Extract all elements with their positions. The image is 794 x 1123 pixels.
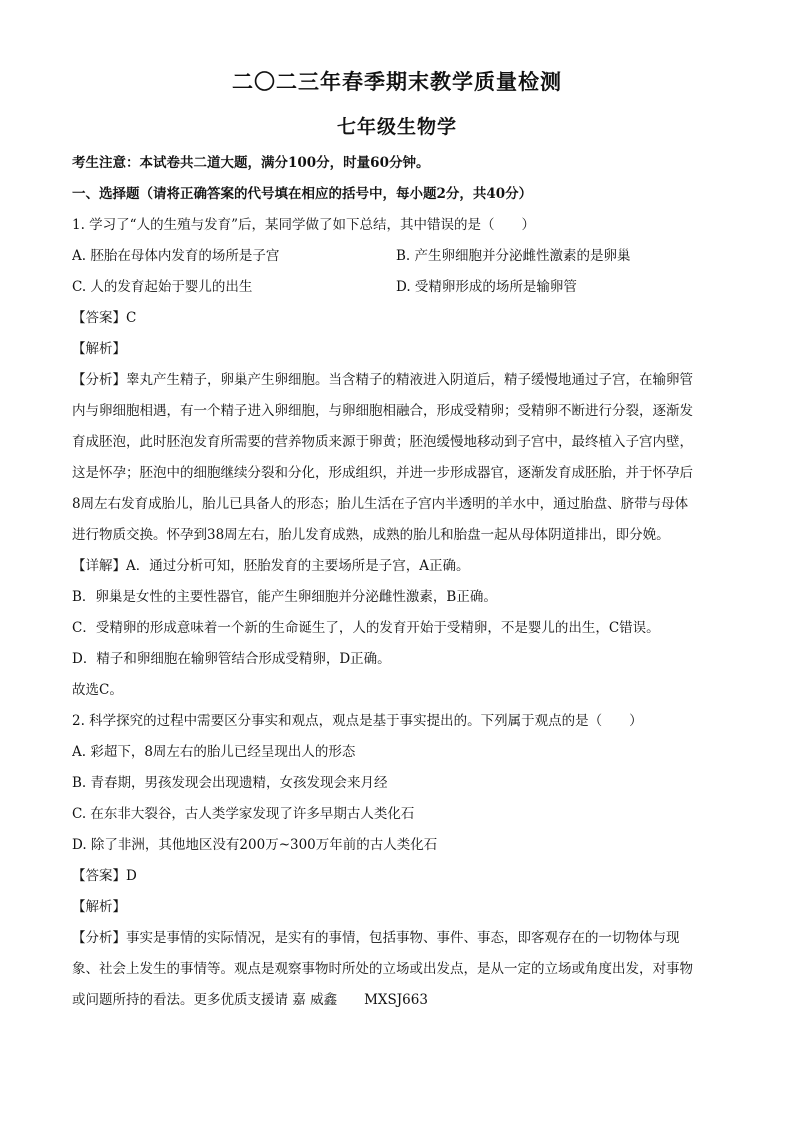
analysis-text-line: 象、社会上发生的事情等。观点是观察事物时所处的立场或出发点，是从一定的立场或角度出发，对事物: [72, 961, 693, 977]
option-b: B. 产生卵细胞并分泌雌性激素的是卵巢: [396, 248, 631, 264]
detail-line: 故选C。: [72, 682, 123, 698]
option-c: C. 在东非大裂谷，古人类学家发现了许多早期古人类化石: [72, 806, 415, 822]
detail-line: 【详解】A．通过分析可知，胚胎发育的主要场所是子宫，A正确。: [72, 558, 470, 574]
answer-line: 【答案】C: [72, 310, 137, 326]
analysis-text-line: 进行物质交换。怀孕到38周左右，胎儿发育成熟，成熟的胎儿和胎盘一起从母体阴道排出，即分娩。: [72, 527, 670, 543]
analysis-label: 【解析】: [72, 899, 126, 915]
question-1: [72, 210, 734, 706]
option-c: C. 人的发育起始于婴儿的出生: [72, 279, 253, 295]
exam-subtitle: 七年级生物学: [336, 116, 457, 138]
document-body: [72, 148, 734, 1016]
option-d: D. 受精卵形成的场所是输卵管: [396, 279, 577, 295]
section-heading: 一、选择题（请将正确答案的代号填在相应的括号中，每小题2分，共40分）: [72, 186, 533, 202]
detail-line: D．精子和卵细胞在输卵管结合形成受精卵，D正确。: [72, 651, 391, 667]
question-2: [72, 706, 734, 1016]
question-stem: 2. 科学探究的过程中需要区分事实和观点，观点是基于事实提出的。下列属于观点的是（ ）: [72, 713, 643, 729]
answer-line: 【答案】D: [72, 868, 137, 884]
exam-notice: 考生注意：本试卷共二道大题，满分100分，时量60分钟。: [72, 155, 430, 171]
analysis-text-line: 8周左右发育成胎儿，胎儿已具备人的形态；胎儿生活在子宫内半透明的羊水中，通过胎盘、脐带与母体: [72, 496, 689, 512]
option-a: A. 彩超下，8周左右的胎儿已经呈现出人的形态: [72, 744, 356, 760]
analysis-text-line: 【分析】睾丸产生精子，卵巢产生卵细胞。当含精子的精液进入阴道后，精子缓慢地通过子宫，在输卵管: [72, 372, 693, 388]
analysis-text-line: 育成胚泡，此时胚泡发育所需要的营养物质来源于卵黄；胚泡缓慢地移动到子宫中，最终植入子宫内壁，: [72, 434, 693, 450]
option-d: D. 除了非洲，其他地区没有200万~300万年前的古人类化石: [72, 837, 438, 853]
analysis-text-line: 【分析】事实是事情的实际情况，是实有的事情，包括事物、事件、事态，即客观存在的一切物体与现: [72, 930, 680, 946]
analysis-text-line: 这是怀孕；胚泡中的细胞继续分裂和分化，形成组织，并进一步形成器官，逐渐发育成胚胎，并于怀孕后: [72, 465, 693, 481]
option-row: [72, 241, 734, 272]
detail-line: C．受精卵的形成意味着一个新的生命诞生了，人的发育开始于受精卵，不是婴儿的出生，C错误。: [72, 620, 660, 636]
exam-title: 二〇二三年春季期末教学质量检测: [232, 69, 562, 94]
analysis-text-line: 或问题所持的看法。更多优质支援请 嘉 威鑫 MXSJ663: [72, 992, 428, 1008]
analysis-label: 【解析】: [72, 341, 126, 357]
analysis-text-line: 内与卵细胞相遇，有一个精子进入卵细胞，与卵细胞相融合，形成受精卵；受精卵不断进行分裂，逐渐发: [72, 403, 693, 419]
question-stem: 1. 学习了“人的生殖与发育”后，某同学做了如下总结，其中错误的是（ ）: [72, 217, 535, 233]
option-b: B. 青春期，男孩发现会出现遗精，女孩发现会来月经: [72, 775, 388, 791]
option-a: A. 胚胎在母体内发育的场所是子宫: [72, 248, 280, 264]
detail-line: B．卵巢是女性的主要性器官，能产生卵细胞并分泌雌性激素，B正确。: [72, 589, 497, 605]
option-row: [72, 272, 734, 303]
